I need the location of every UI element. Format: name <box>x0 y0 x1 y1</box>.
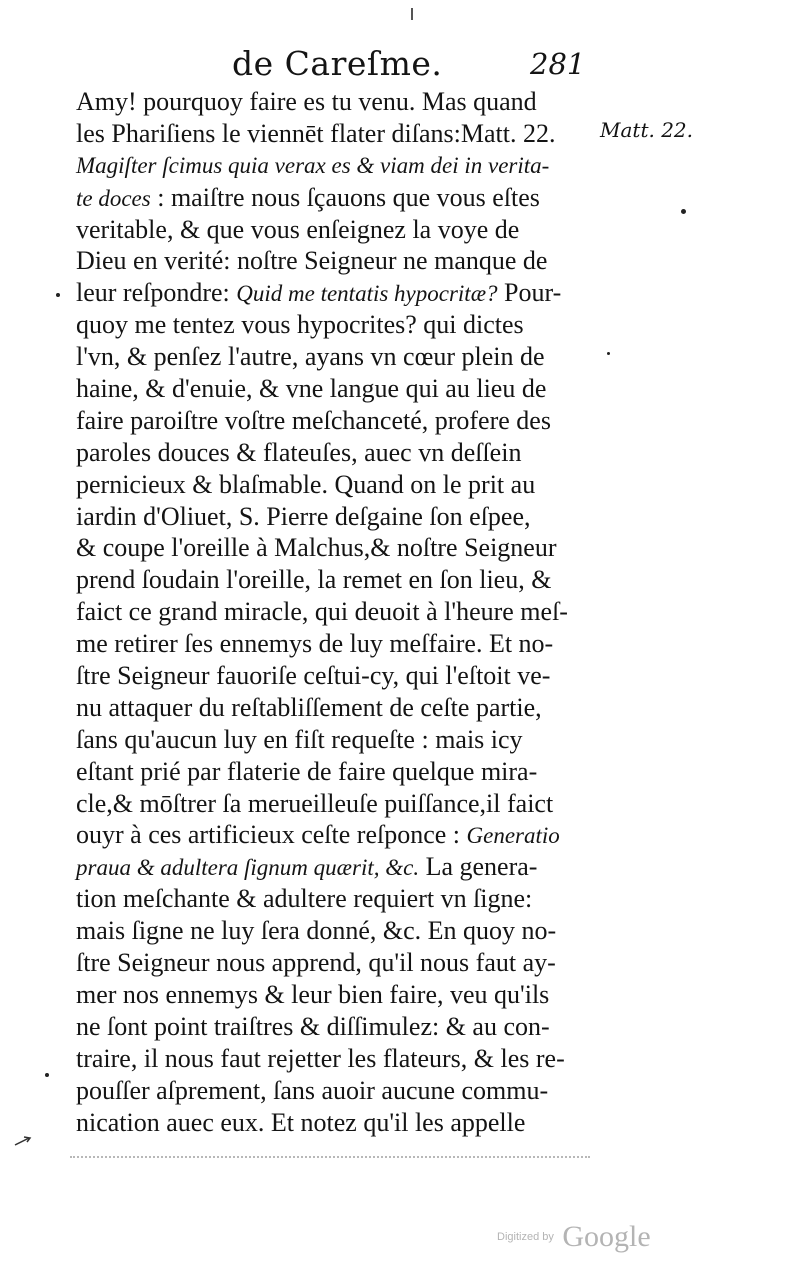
text-line <box>76 660 596 692</box>
latin-quote: te doces <box>76 185 151 211</box>
text-line <box>76 1107 596 1139</box>
text-line <box>76 1043 596 1075</box>
text-line <box>76 1011 596 1043</box>
line-text: ſtre Seigneur nous apprend, qu'il nous faut ay- <box>76 948 556 978</box>
margin-dot <box>607 352 610 355</box>
line-text: quoy me tentez vous hypocrites? qui dictes <box>76 310 524 340</box>
line-text: mer nos ennemys & leur bien faire, veu qu'ils <box>76 979 550 1009</box>
text-line <box>76 309 596 341</box>
text-line <box>76 692 596 724</box>
margin-note: Matt. 22. <box>600 118 693 142</box>
text-line <box>76 277 596 309</box>
text-line <box>76 564 596 596</box>
text-line <box>76 86 596 118</box>
text-line <box>76 628 596 660</box>
text-line <box>76 245 596 277</box>
line-text: leur reſpondre: <box>76 278 237 308</box>
gutter-mark <box>411 8 413 20</box>
latin-quote: praua & adultera ſignum quærit, &c. <box>76 855 420 881</box>
line-text: nu attaquer du reſtabliſſement de ceſte partie, <box>76 692 542 722</box>
text-line <box>76 341 596 373</box>
line-text: l'vn, & penſez l'autre, ayans vn cœur plein de <box>76 342 545 372</box>
line-text: haine, & d'enuie, & vne langue qui au lieu de <box>76 374 547 404</box>
line-text: eſtant prié par flaterie de faire quelque mira- <box>76 756 538 786</box>
text-line <box>76 501 596 533</box>
text-line <box>76 532 596 564</box>
text-line <box>76 214 596 246</box>
line-text: me retirer ſes ennemys de luy meſfaire. Et no- <box>76 629 554 659</box>
line-text: & coupe l'oreille à Malchus,& noſtre Seigneur <box>76 533 557 563</box>
running-title: de Careſme. <box>232 44 443 83</box>
text-line <box>76 819 596 851</box>
latin-quote: Generatio <box>466 823 560 849</box>
line-text: Dieu en verité: noſtre Seigneur ne manque de <box>76 246 548 276</box>
line-text: mais ſigne ne luy ſera donné, &c. En quoy no- <box>76 916 557 946</box>
margin-arrow-icon <box>14 1136 32 1146</box>
text-line <box>76 469 596 501</box>
line-text: paroles douces & flateuſes, auec vn deſſein <box>76 437 522 467</box>
line-text: les Phariſiens le viennēt flater diſans:Matt. 22. <box>76 118 556 148</box>
margin-dot <box>681 209 686 214</box>
line-text: ſans qu'aucun luy en fiſt requeſte : mais icy <box>76 724 523 754</box>
line-text: ſtre Seigneur fauoriſe ceſtui-cy, qui l'eſtoit ve- <box>76 661 551 691</box>
digitized-watermark <box>497 1220 651 1254</box>
body-text <box>76 86 596 1138</box>
line-text: pouſſer aſprement, ſans auoir aucune commu- <box>76 1075 549 1105</box>
text-line <box>76 150 596 182</box>
watermark-logo-text: Google <box>562 1220 651 1253</box>
text-line <box>76 182 596 214</box>
text-line <box>76 373 596 405</box>
line-text: veritable, & que vous enſeignez la voye de <box>76 214 520 244</box>
line-text: traire, il nous faut rejetter les flateurs, & les re- <box>76 1043 565 1073</box>
text-line <box>76 883 596 915</box>
latin-quote: Quid me tentatis hypocritæ? <box>236 281 498 307</box>
watermark-small-text: Digitized by <box>497 1231 554 1243</box>
line-text: Magiſter ſcimus quia verax es & viam dei in verita- <box>76 152 550 178</box>
line-text: iardin d'Oliuet, S. Pierre deſgaine ſon eſpee, <box>76 501 531 531</box>
text-line <box>76 437 596 469</box>
line-text: tion meſchante & adultere requiert vn ſigne: <box>76 884 533 914</box>
line-text: : maiſtre nous ſçauons que vous eſtes <box>150 182 540 212</box>
text-line <box>76 596 596 628</box>
line-text: Amy! pourquoy faire es tu venu. Mas quand <box>76 87 537 116</box>
text-line <box>76 1075 596 1107</box>
text-line <box>76 118 596 150</box>
text-line <box>76 788 596 820</box>
line-text: Pour- <box>497 278 562 308</box>
line-text: prend ſoudain l'oreille, la remet en ſon lieu, & <box>76 565 552 595</box>
bleed-through-line <box>70 1156 590 1163</box>
line-text: faict ce grand miracle, qui deuoit à l'heure meſ- <box>76 597 568 627</box>
line-text: La genera- <box>419 852 538 882</box>
text-line <box>76 851 596 883</box>
line-text: faire paroiſtre voſtre meſchanceté, profere des <box>76 405 551 435</box>
page-number: 281 <box>530 47 586 81</box>
line-text: pernicieux & blaſmable. Quand on le prit au <box>76 469 536 499</box>
text-line <box>76 405 596 437</box>
text-line <box>76 979 596 1011</box>
text-line <box>76 724 596 756</box>
line-text: nication auec eux. Et notez qu'il les appelle <box>76 1107 526 1137</box>
line-text: ne ſont point traiſtres & diſſimulez: & au con- <box>76 1011 550 1041</box>
line-text: ouyr à ces artificieux ceſte reſponce : <box>76 820 467 850</box>
line-text: cle,& mōſtrer ſa merueilleuſe puiſſance,il faict <box>76 788 554 818</box>
margin-dot <box>56 293 60 297</box>
margin-dot <box>45 1073 49 1077</box>
text-line <box>76 915 596 947</box>
text-line <box>76 756 596 788</box>
text-line <box>76 947 596 979</box>
